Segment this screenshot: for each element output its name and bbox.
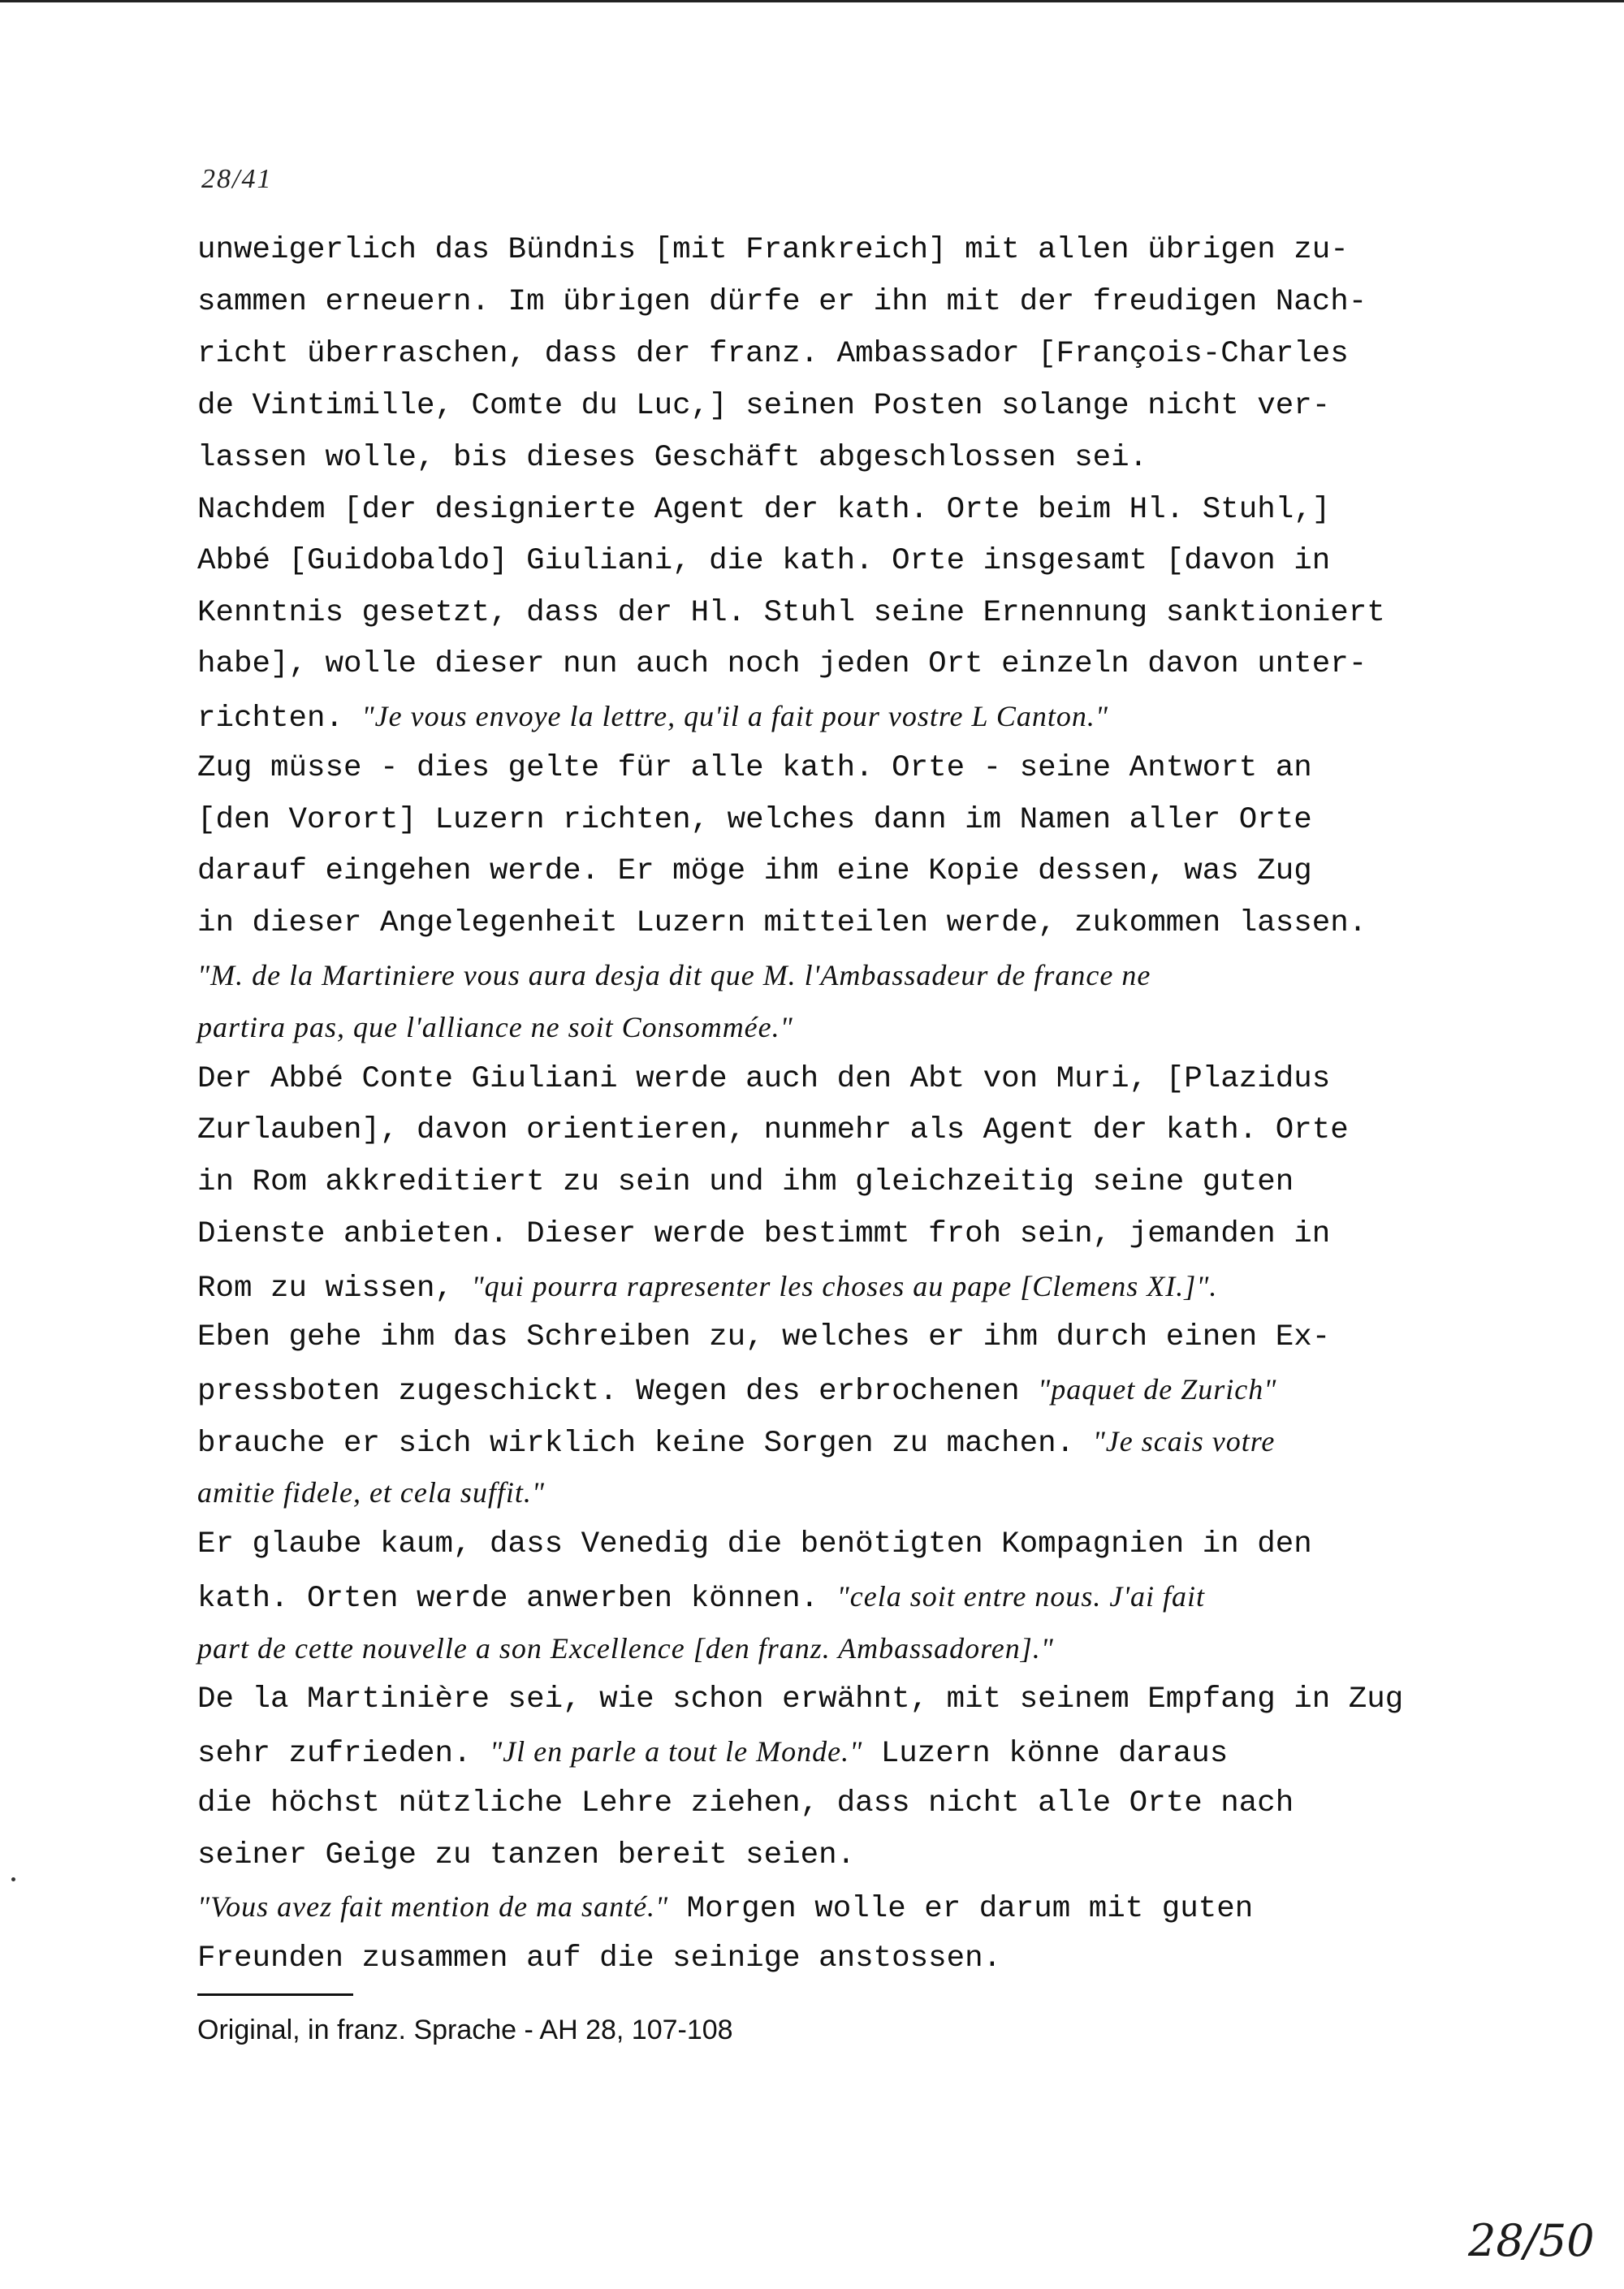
text-line [197, 494, 1330, 526]
archive-page-stamp: 28/50 [1468, 2215, 1595, 2266]
text-line [197, 1321, 1330, 1354]
text-segment: pressboten zugeschickt. Wegen des erbrochenen [197, 1375, 1039, 1409]
text-line [197, 855, 1312, 888]
quotation-french: "Vous avez fait mention de ma santé." [197, 1890, 669, 1923]
source-footnote: Original, in franz. Sprache - AH 28, 107-108 [197, 2015, 733, 2045]
text-segment: brauche er sich wirklich keine Sorgen zu machen. [197, 1427, 1093, 1461]
text-line [197, 1528, 1312, 1561]
text-line [197, 1787, 1294, 1820]
text-segment: Der Abbé Conte Giuliani werde auch den Abt von Muri, [Plazidus [197, 1062, 1331, 1096]
text-line [197, 1942, 1001, 1975]
text-segment: richt überraschen, dass der franz. Ambassador [François-Charles [197, 337, 1349, 371]
text-line [197, 1580, 1206, 1616]
text-line [197, 390, 1330, 422]
top-border [0, 0, 1624, 2]
quotation-french: "qui pourra rapresenter les choses au pape [Clemens XI.]". [471, 1270, 1218, 1302]
text-line [197, 1011, 793, 1043]
text-segment: unweigerlich das Bündnis [mit Frankreich] mit allen übrigen zu- [197, 233, 1349, 267]
quotation-french: "cela soit entre nous. J'ai fait [836, 1580, 1206, 1613]
text-segment: seiner Geige zu tanzen bereit seien. [197, 1838, 856, 1872]
quotation-french: "paquet de Zurich" [1038, 1373, 1277, 1406]
text-line [197, 1270, 1218, 1306]
text-line [197, 959, 1151, 991]
text-segment: kath. Orten werde anwerben können. [197, 1582, 837, 1616]
text-segment: Nachdem [der designierte Agent der kath. Orte beim Hl. Stuhl,] [197, 493, 1331, 527]
text-segment: lassen wolle, bis dieses Geschäft abgeschlossen sei. [197, 441, 1148, 475]
text-line [197, 1735, 1229, 1771]
text-line [197, 1683, 1403, 1716]
text-line [197, 804, 1312, 836]
text-segment: Er glaube kaum, dass Venedig die benötigten Kompagnien in den [197, 1527, 1312, 1561]
text-line [197, 338, 1349, 370]
text-segment: darauf eingehen werde. Er möge ihm eine Kopie dessen, was Zug [197, 854, 1312, 888]
margin-mark [11, 1877, 15, 1881]
page-number: 28/41 [201, 164, 273, 194]
text-line [197, 1890, 1254, 1926]
text-line [197, 1166, 1294, 1198]
text-line [197, 1839, 855, 1872]
text-segment: de Vintimille, Comte du Luc,] seinen Posten solange nicht ver- [197, 389, 1331, 423]
text-segment: Zurlauben], davon orientieren, nunmehr als Agent der kath. Orte [197, 1113, 1349, 1147]
text-segment: in dieser Angelegenheit Luzern mitteilen werde, zukommen lassen. [197, 906, 1367, 940]
text-line [197, 1476, 545, 1509]
text-line [197, 648, 1367, 680]
text-line [197, 1114, 1349, 1147]
text-segment: Eben gehe ihm das Schreiben zu, welches er ihm durch einen Ex- [197, 1320, 1331, 1354]
quotation-french: "Je vous envoye la lettre, qu'il a fait pour vostre L Canton." [361, 700, 1109, 732]
text-line [197, 907, 1367, 939]
footnote-rule [197, 1993, 353, 1996]
text-segment: sehr zufrieden. [197, 1737, 490, 1771]
text-segment: richten. [197, 702, 362, 736]
quotation-french: "Jl en parle a tout le Monde." [490, 1735, 863, 1768]
text-segment: die höchst nützliche Lehre ziehen, dass nicht alle Orte nach [197, 1786, 1294, 1820]
quotation-french: partira pas, que l'alliance ne soit Consommée." [197, 1011, 793, 1043]
text-line [197, 1632, 1054, 1665]
text-segment: Zug müsse - dies gelte für alle kath. Orte - seine Antwort an [197, 751, 1312, 785]
text-segment: Dienste anbieten. Dieser werde bestimmt froh sein, jemanden in [197, 1217, 1331, 1251]
text-line [197, 1425, 1276, 1461]
text-segment: Morgen wolle er darum mit guten [668, 1892, 1254, 1926]
text-line [197, 752, 1312, 784]
quotation-french: amitie fidele, et cela suffit." [197, 1476, 546, 1509]
text-segment: Luzern könne daraus [862, 1737, 1229, 1771]
text-line [197, 1063, 1330, 1095]
text-segment: [den Vorort] Luzern richten, welches dann im Namen aller Orte [197, 803, 1312, 837]
text-line [197, 700, 1109, 736]
text-line [197, 286, 1367, 318]
text-line [197, 1373, 1277, 1409]
text-line [197, 442, 1147, 474]
text-segment: De la Martinière sei, wie schon erwähnt, mit seinem Empfang in Zug [197, 1682, 1404, 1717]
text-line [197, 234, 1349, 266]
text-segment: Kenntnis gesetzt, dass der Hl. Stuhl seine Ernennung sanktioniert [197, 596, 1385, 630]
text-line [197, 597, 1385, 629]
text-segment: Freunden zusammen auf die seinige anstossen. [197, 1941, 1002, 1976]
text-segment: habe], wolle dieser nun auch noch jeden Ort einzeln davon unter- [197, 647, 1367, 681]
quotation-french: "Je scais votre [1092, 1425, 1276, 1458]
quotation-french: "M. de la Martiniere vous aura desja dit que M. l'Ambassadeur de france ne [197, 959, 1151, 991]
text-segment: Abbé [Guidobaldo] Giuliani, die kath. Orte insgesamt [davon in [197, 544, 1331, 578]
quotation-french: part de cette nouvelle a son Excellence [den franz. Ambassadoren]." [197, 1632, 1054, 1665]
text-segment: in Rom akkreditiert zu sein und ihm gleichzeitig seine guten [197, 1165, 1294, 1199]
text-line [197, 1218, 1330, 1250]
text-line [197, 545, 1330, 577]
text-segment: Rom zu wissen, [197, 1272, 472, 1306]
text-segment: sammen erneuern. Im übrigen dürfe er ihn mit der freudigen Nach- [197, 285, 1367, 319]
